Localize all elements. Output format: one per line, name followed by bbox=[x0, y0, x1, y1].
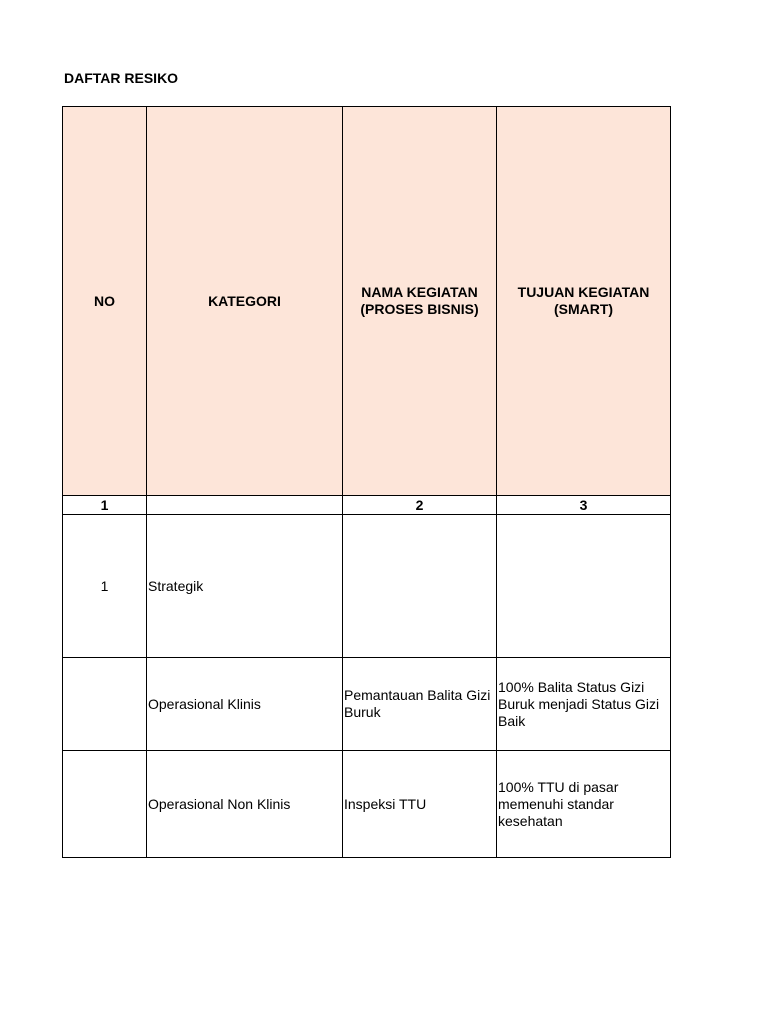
header-tujuan-kegiatan-line1: TUJUAN KEGIATAN bbox=[517, 284, 650, 300]
row-nama-kegiatan: Inspeksi TTU bbox=[343, 751, 497, 858]
row-tujuan-kegiatan: 100% Balita Status Gizi Buruk menjadi Status Gizi Baik bbox=[497, 658, 671, 751]
row-nama-kegiatan: Pemantauan Balita Gizi Buruk bbox=[343, 658, 497, 751]
header-row bbox=[63, 107, 671, 496]
row-no bbox=[63, 658, 147, 751]
table-row bbox=[63, 658, 671, 751]
header-nama-kegiatan bbox=[343, 107, 497, 496]
row-tujuan-kegiatan bbox=[497, 515, 671, 658]
row-kategori: Operasional Non Klinis bbox=[147, 751, 343, 858]
risk-table bbox=[62, 106, 671, 858]
row-kategori: Operasional Klinis bbox=[147, 658, 343, 751]
document-title: DAFTAR RESIKO bbox=[64, 70, 179, 86]
row-nama-kegiatan bbox=[343, 515, 497, 658]
column-number-kategori bbox=[147, 496, 343, 515]
row-tujuan-kegiatan: 100% TTU di pasar memenuhi standar kesehatan bbox=[497, 751, 671, 858]
header-kategori: KATEGORI bbox=[147, 107, 343, 496]
column-number-row bbox=[63, 496, 671, 515]
row-no: 1 bbox=[63, 515, 147, 658]
header-nama-kegiatan-line2: (PROSES BISNIS) bbox=[360, 301, 479, 317]
table-row bbox=[63, 515, 671, 658]
header-tujuan-kegiatan bbox=[497, 107, 671, 496]
header-nama-kegiatan-line1: NAMA KEGIATAN bbox=[361, 284, 478, 300]
column-number-no: 1 bbox=[63, 496, 147, 515]
table-row bbox=[63, 751, 671, 858]
header-no: NO bbox=[63, 107, 147, 496]
column-number-nama-kegiatan: 2 bbox=[343, 496, 497, 515]
row-kategori: Strategik bbox=[147, 515, 343, 658]
header-tujuan-kegiatan-line2: (SMART) bbox=[553, 301, 614, 317]
row-no bbox=[63, 751, 147, 858]
column-number-tujuan-kegiatan: 3 bbox=[497, 496, 671, 515]
